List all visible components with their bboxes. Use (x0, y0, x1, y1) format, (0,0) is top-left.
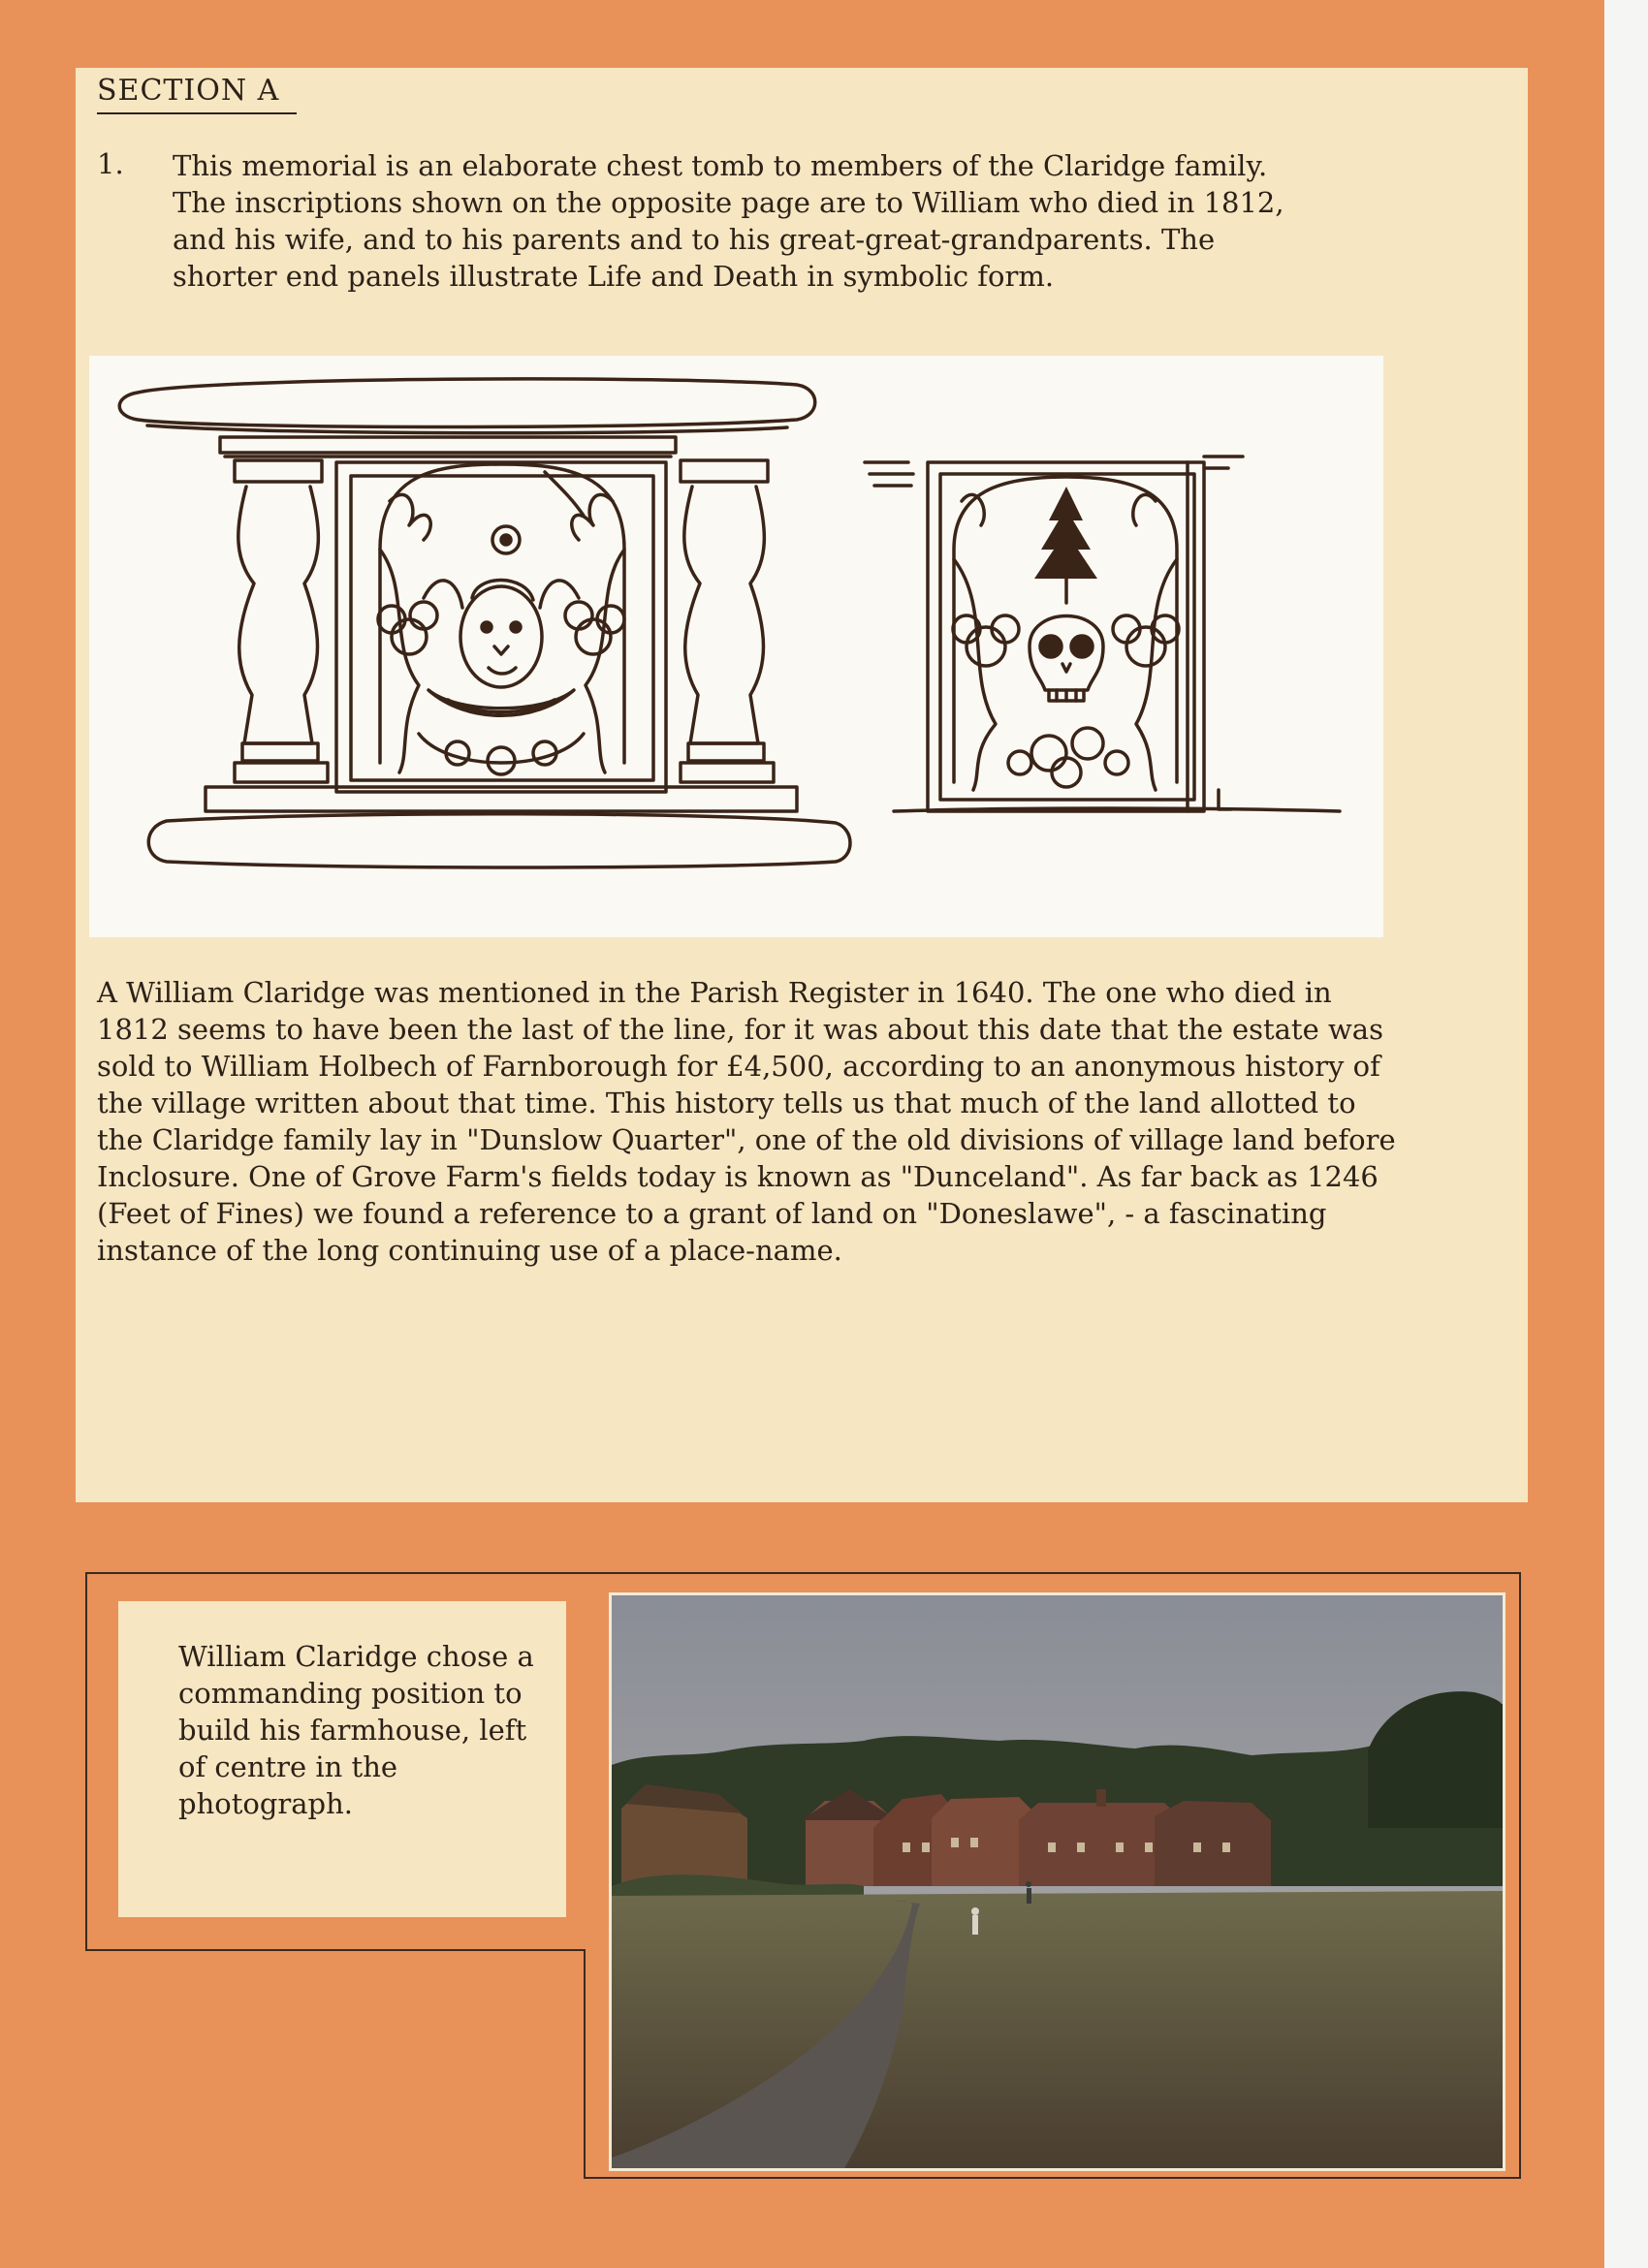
caption-card (118, 1601, 566, 1917)
section-heading: SECTION A (97, 74, 297, 114)
tomb-end-panel-death (865, 457, 1340, 811)
caption-text: William Claridge chose a commanding position to build his farmhouse, left of centre in the photograph. (178, 1640, 534, 1820)
tomb-sketch (89, 356, 1383, 937)
tomb-side-panel-life (119, 379, 850, 867)
intro-text: This memorial is an elaborate chest tomb to members of the Claridge family. The inscriptions shown on the opposite page are to William who died in 1812, and his wife, and to his parents and to his great-great-grandparents. The shorter end panels illustrate Life and Death in symbolic form. (173, 149, 1284, 293)
intro-paragraph (97, 147, 1377, 295)
item-number: 1. (97, 147, 124, 180)
history-paragraph: A William Claridge was mentioned in the Parish Register in 1640. The one who died in 1812 seems to have been the last of the line, for it was about this date that the estate was sold to William Holbech of Farnborough for £4,500, according to an anonymous history of the village written about that time. This history tells us that much of the land allotted to the Claridge family lay in "Dunslow Quarter", one of the old divisions of village land before Inclosure. One of Grove Farm's fields today is known as "Dunceland". As far back as 1246 (Feet of Fines) we found a reference to a grant of land on "Doneslawe", - a fascinating instance of the long continuing use of a place-name. (97, 976, 1396, 1267)
village-photograph (609, 1592, 1505, 2171)
paper-edge (1604, 0, 1648, 2268)
